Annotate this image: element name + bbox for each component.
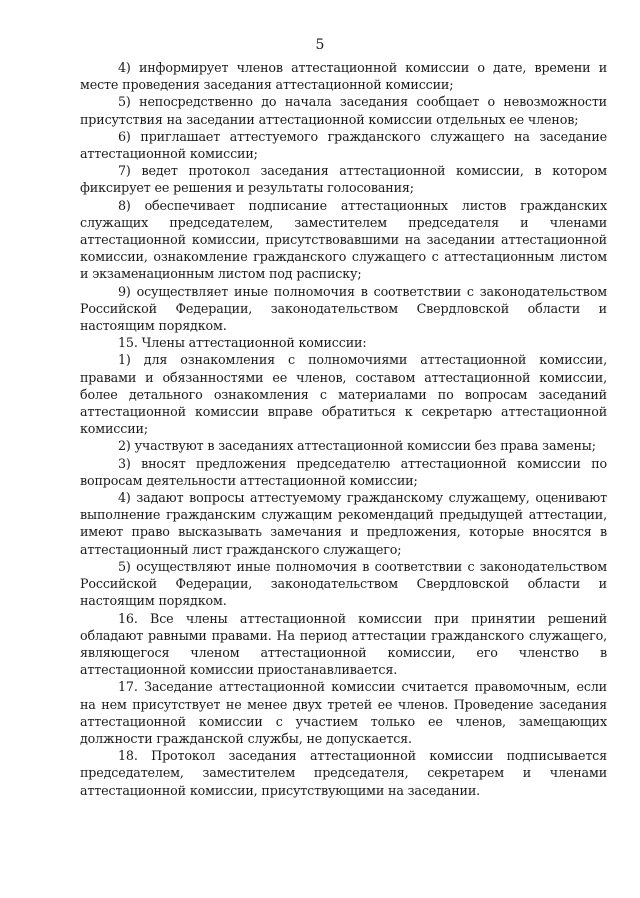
paragraph-15-3: 3) вносят предложения председателю аттестационной комиссии по вопросам деятельности аттестационной комиссии; — [80, 455, 607, 488]
document-body — [80, 59, 607, 799]
section-16: 16. Все члены аттестационной комиссии при принятии решений обладают равными правами. На период аттестации гражданского служащего, являющегося членом аттестационной комиссии, его членство в аттестационной комиссии приостанавливается. — [80, 610, 607, 678]
section-18: 18. Протокол заседания аттестационной комиссии подписывается председателем, заместителем председателя, секретарем и членами аттестационной комиссии, присутствующими на заседании. — [80, 748, 607, 798]
paragraph-14-6: 6) приглашает аттестуемого гражданского служащего на заседание аттестационной комиссии; — [80, 128, 607, 162]
paragraph-15-1: 1) для ознакомления с полномочиями аттестационной комиссии, правами и обязанностями ее членов, составом аттестационной комиссии, более детального ознакомления с материалами по вопросам заседаний аттестационной комиссии вправе обратиться к секретарю аттестационной комиссии; — [80, 352, 607, 437]
paragraph-14-5: 5) непосредственно до начала заседания сообщает о невозможности присутствия на заседании аттестационной комиссии отдельных ее членов; — [80, 94, 607, 127]
paragraph-14-4: 4) информирует членов аттестационной комиссии о дате, времени и месте проведения заседания аттестационной комиссии; — [80, 60, 607, 93]
paragraph-14-8: 8) обеспечивает подписание аттестационных листов гражданских служащих председателем, заместителем председателя и членами аттестационной комиссии, присутствовавшими на заседании аттестационной комиссии, ознакомление гражданского служащего с аттестационным листом и экзаменационным листом под расписку; — [80, 197, 607, 282]
paragraph-14-9: 9) осуществляет иные полномочия в соответствии с законодательством Российской Федерации, законодательством Свердловской области и настоящим порядком. — [80, 283, 607, 334]
paragraph-15-4: 4) задают вопросы аттестуемому гражданскому служащему, оценивают выполнение гражданским служащим рекомендаций предыдущей аттестации, имеют право высказывать замечания и предложения, которые вносятся в аттестационный лист гражданского служащего; — [80, 490, 607, 557]
paragraph-15-5: 5) осуществляют иные полномочия в соответствии с законодательством Российской Федерации, законодательством Свердловской области и настоящим порядком. — [80, 558, 607, 609]
section-15-heading: 15. Члены аттестационной комиссии: — [118, 335, 367, 351]
page-number: 5 — [315, 37, 325, 53]
paragraph-15-2: 2) участвуют в заседаниях аттестационной комиссии без права замены; — [118, 438, 596, 454]
section-17: 17. Заседание аттестационной комиссии считается правомочным, если на нем присутствует не менее двух третей ее членов. Проведение заседания аттестационной комиссии с участием только ее членов, замещающих должности гражданской службы, не допускается. — [80, 679, 607, 746]
paragraph-14-7: 7) ведет протокол заседания аттестационной комиссии, в котором фиксирует ее решения и результаты голосования; — [80, 163, 607, 196]
